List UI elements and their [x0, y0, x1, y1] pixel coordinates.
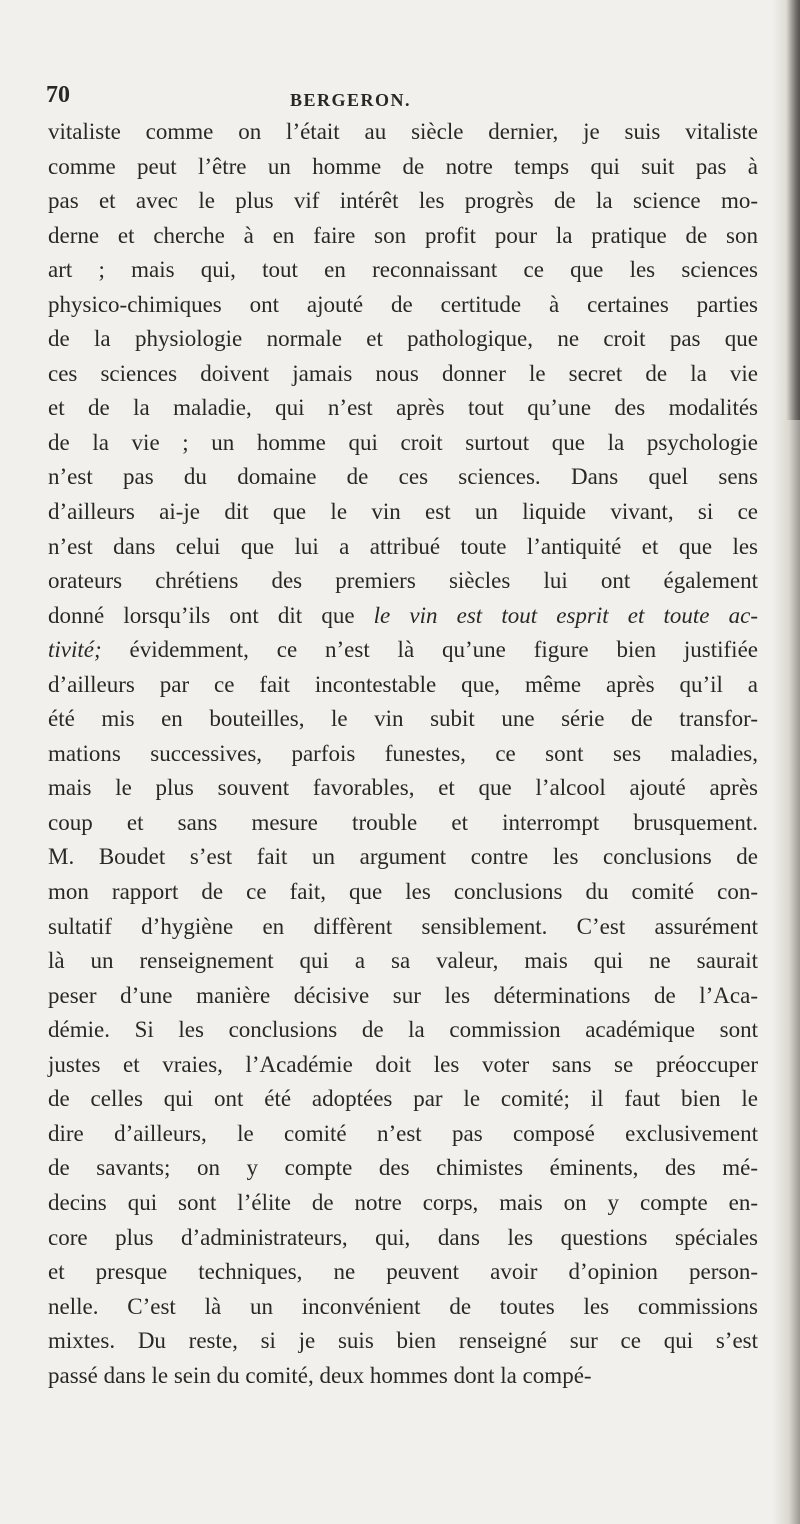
body-text — [48, 115, 758, 1393]
text-line: mais le plus souvent favorables, et que l’alcool ajouté après — [48, 775, 758, 801]
text-line: mixtes. Du reste, si je suis bien renseigné sur ce qui s’est — [48, 1328, 758, 1354]
text-line: orateurs chrétiens des premiers siècles lui ont également — [48, 568, 758, 594]
text-line: sultatif d’hygiène en diffèrent sensiblement. C’est assurément — [48, 913, 758, 939]
text-segment: évidemment, ce n’est là qu’une figure bien justifiée — [101, 637, 758, 663]
text-line: core plus d’administrateurs, qui, dans les questions spéciales — [48, 1224, 758, 1250]
text-line: de la physiologie normale et pathologique, ne croit pas que — [48, 326, 758, 352]
page-header — [46, 80, 746, 120]
text-line: mations successives, parfois funestes, ce sont ses maladies, — [48, 740, 758, 766]
text-line: physico-chimiques ont ajouté de certitude à certaines parties — [48, 291, 758, 317]
italic-quote: le vin est tout esprit et toute ac- — [373, 602, 759, 628]
text-line: et de la maladie, qui n’est après tout qu’une des modalités — [48, 395, 758, 421]
text-line: peser d’une manière décisive sur les déterminations de l’Aca- — [48, 982, 758, 1008]
page-number: 70 — [46, 82, 70, 108]
text-line: n’est pas du domaine de ces sciences. Dans quel sens — [48, 464, 758, 490]
text-line: et presque techniques, ne peuvent avoir d’opinion person- — [48, 1259, 758, 1285]
binding-shadow — [786, 0, 800, 420]
text-line: dire d’ailleurs, le comité n’est pas composé exclusivement — [48, 1120, 758, 1146]
text-line: art ; mais qui, tout en reconnaissant ce que les sciences — [48, 257, 758, 283]
text-line: mon rapport de ce fait, que les conclusions du comité con- — [48, 879, 758, 905]
text-line: de savants; on y compte des chimistes éminents, des mé- — [48, 1155, 758, 1181]
text-line: d’ailleurs par ce fait incontestable que, même après qu’il a — [48, 671, 758, 697]
text-line: été mis en bouteilles, le vin subit une série de transfor- — [48, 706, 758, 732]
text-line — [48, 599, 758, 634]
italic-quote: tivité; — [48, 637, 102, 663]
text-line: M. Boudet s’est fait un argument contre les conclusions de — [48, 844, 758, 870]
text-line: ces sciences doivent jamais nous donner le secret de la vie — [48, 360, 758, 386]
text-line: là un renseignement qui a sa valeur, mais qui ne saurait — [48, 948, 758, 974]
text-line: passé dans le sein du comité, deux hommes dont la compé- — [48, 1362, 592, 1388]
text-line: decins qui sont l’élite de notre corps, mais on y compte en- — [48, 1189, 758, 1215]
text-line: pas et avec le plus vif intérêt les progrès de la science mo- — [48, 188, 758, 214]
text-line — [48, 633, 758, 668]
text-line: démie. Si les conclusions de la commission académique sont — [48, 1017, 758, 1043]
text-segment: donné lorsqu’ils ont dit que — [48, 602, 374, 628]
text-line: de celles qui ont été adoptées par le comité; il faut bien le — [48, 1086, 758, 1112]
text-line: n’est dans celui que lui a attribué toute l’antiquité et que les — [48, 533, 758, 559]
text-line: de la vie ; un homme qui croit surtout que la psychologie — [48, 429, 758, 455]
text-line: coup et sans mesure trouble et interrompt brusquement. — [48, 809, 758, 835]
text-line: d’ailleurs ai-je dit que le vin est un liquide vivant, si ce — [48, 499, 758, 525]
text-line: derne et cherche à en faire son profit pour la pratique de son — [48, 222, 758, 248]
running-head: BERGERON. — [290, 90, 412, 110]
text-line: justes et vraies, l’Académie doit les voter sans se préoccuper — [48, 1051, 758, 1077]
text-line: comme peut l’être un homme de notre temps qui suit pas à — [48, 153, 758, 179]
text-line: nelle. C’est là un inconvénient de toutes les commissions — [48, 1293, 758, 1319]
text-line: vitaliste comme on l’était au siècle dernier, je suis vitaliste — [48, 119, 758, 144]
